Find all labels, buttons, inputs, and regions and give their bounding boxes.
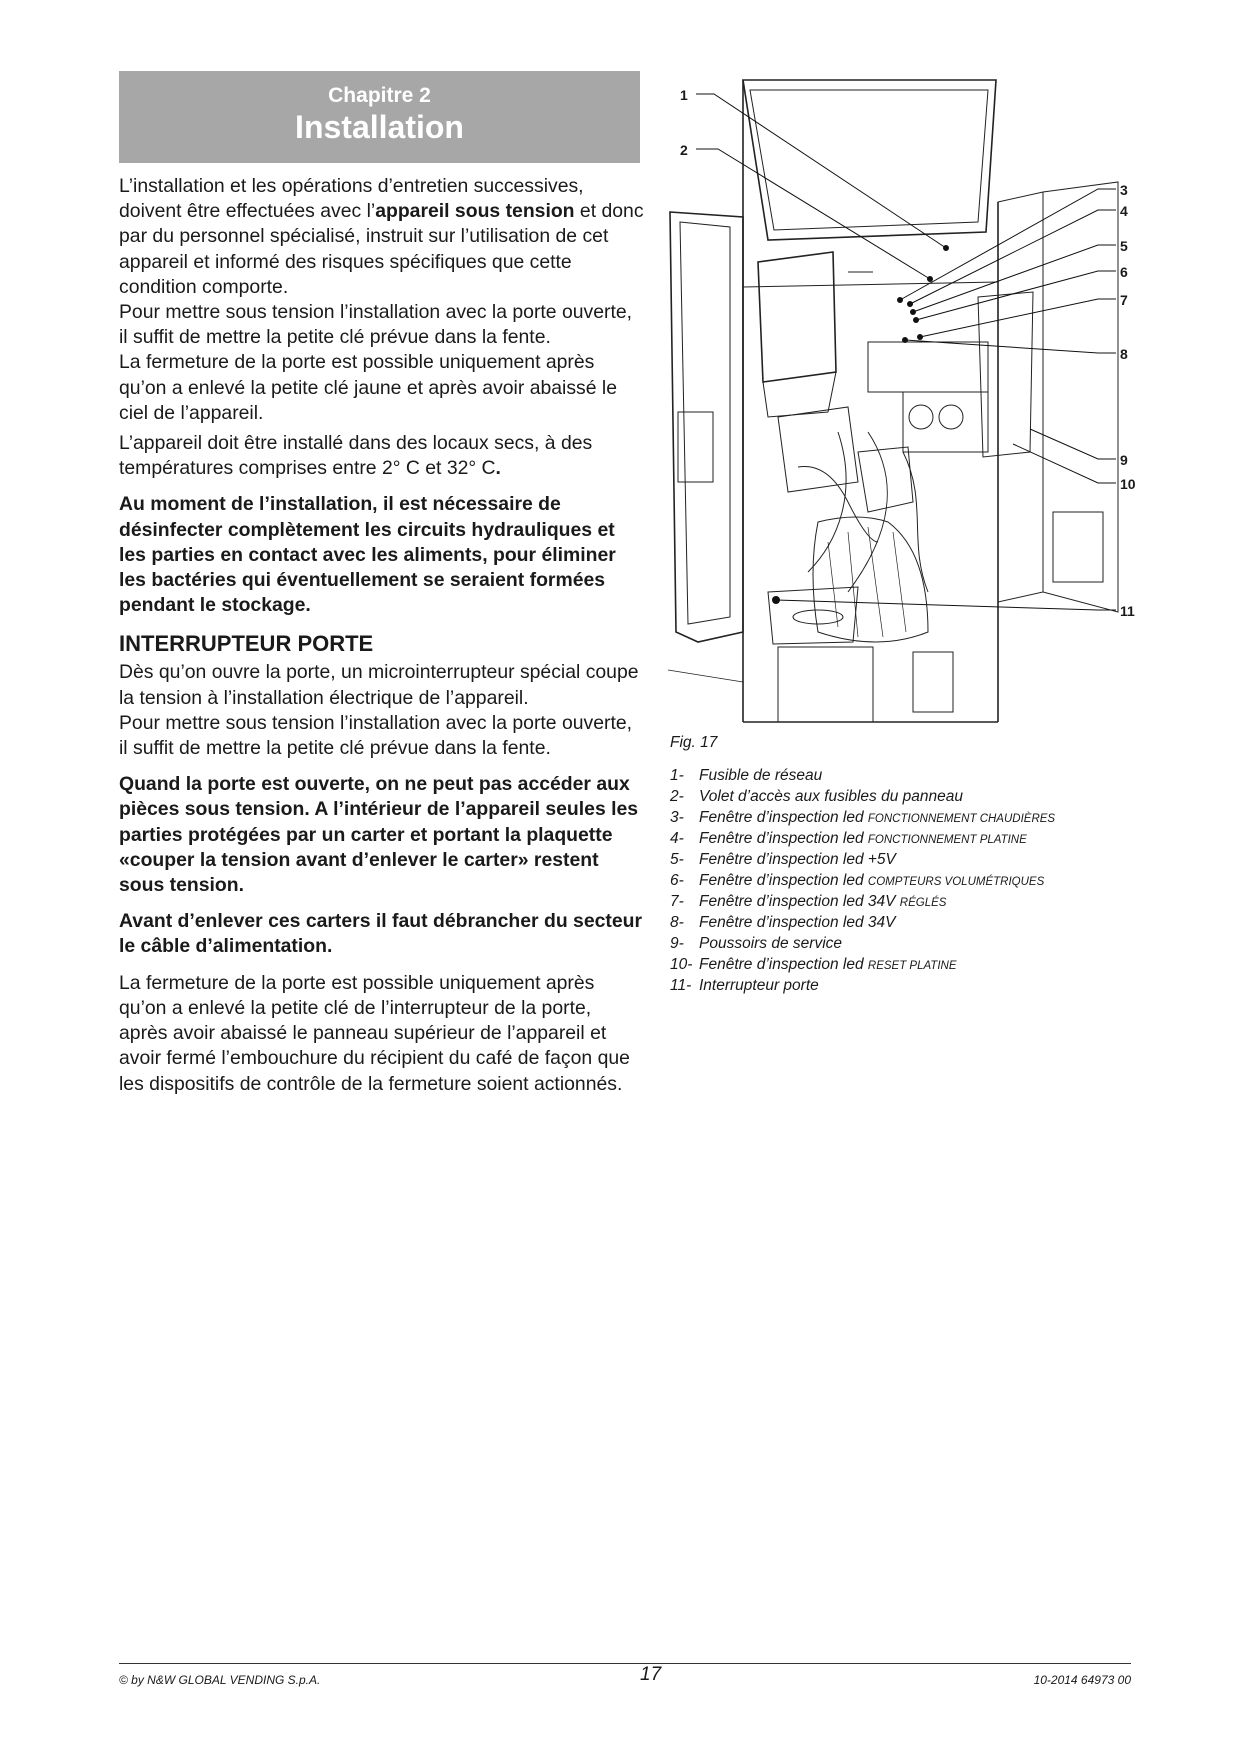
machine-drawing bbox=[668, 72, 1136, 732]
footer-doc-code: 10-2014 64973 00 bbox=[1033, 1673, 1131, 1687]
callout-5: 5 bbox=[1120, 238, 1128, 254]
intro-emphasis: appareil sous tension bbox=[375, 200, 575, 223]
legend-item: 11- Interrupteur porte bbox=[670, 977, 819, 994]
legend-item: 9- Poussoirs de service bbox=[670, 935, 843, 952]
callout-10: 10 bbox=[1120, 476, 1136, 492]
legend-item: 3- Fenêtre d’inspection led FONCTIONNEMENT CHAUDIÈRES bbox=[670, 809, 1056, 826]
legend-item: 10- Fenêtre d’inspection led RESET PLATINE bbox=[670, 956, 957, 973]
door-warning-1: Quand la porte est ouverte, on ne peut pas accéder aux pièces sous tension. A l’intérieur de l’appareil seules les parties protégées par un carter et portant la plaquette «couper la tension avant d’enlever le carter» restent sous tension. bbox=[119, 773, 639, 897]
legend-item: 8- Fenêtre d’inspection led 34V bbox=[670, 914, 896, 931]
callout-3: 3 bbox=[1120, 182, 1128, 198]
callout-7: 7 bbox=[1120, 292, 1128, 308]
page-number: 17 bbox=[640, 1664, 662, 1685]
legend-item: 7- Fenêtre d’inspection led 34V RÉGLÉS bbox=[670, 893, 947, 910]
intro-warning: Au moment de l’installation, il est nécessaire de désinfecter complètement les circuits hydrauliques et les parties en contact avec les aliments, pour éliminer les bactéries qui éventuellement se seraient formées pendant le stockage. bbox=[119, 493, 616, 617]
main-text-column bbox=[119, 174, 645, 1097]
callout-11: 11 bbox=[1120, 603, 1135, 619]
legend-item: 5- Fenêtre d’inspection led +5V bbox=[670, 851, 896, 868]
footer-divider bbox=[119, 1663, 1131, 1664]
chapter-label: Chapitre 2 bbox=[328, 84, 431, 107]
callout-6: 6 bbox=[1120, 264, 1128, 280]
legend-item: 2- Volet d’accès aux fusibles du panneau bbox=[670, 788, 963, 805]
callout-4: 4 bbox=[1120, 203, 1128, 219]
callout-9: 9 bbox=[1120, 452, 1128, 468]
chapter-header bbox=[119, 71, 640, 163]
intro-paragraph-1: L’installation et les opérations d’entretien successives, doivent être effectuées avec l’appareil sous tension et donc par du personnel spécialisé, instruit sur l’utilisation de cet appareil et informé des risques spécifiques que cette condition comporte. bbox=[119, 175, 644, 298]
section-heading: INTERRUPTEUR PORTE bbox=[119, 631, 374, 657]
legend-item: 1- Fusible de réseau bbox=[670, 767, 823, 784]
callout-1: 1 bbox=[680, 87, 688, 103]
footer-copyright: © by N&W GLOBAL VENDING S.p.A. bbox=[119, 1673, 321, 1687]
figure-caption: Fig. 17 bbox=[670, 734, 718, 751]
legend-item: 6- Fenêtre d’inspection led COMPTEURS VOLUMÉTRIQUES bbox=[670, 872, 1045, 889]
door-paragraph-2: Pour mettre sous tension l’installation avec la porte ouverte, il suffit de mettre la petite clé prévue dans la fente. bbox=[119, 711, 633, 760]
callout-2: 2 bbox=[680, 142, 688, 158]
intro-paragraph-2: Pour mettre sous tension l’installation avec la porte ouverte, il suffit de mettre la petite clé prévue dans la fente. bbox=[119, 301, 633, 349]
door-paragraph-5: La fermeture de la porte est possible uniquement après qu’on a enlevé la petite clé de l’interrupteur de la porte, après avoir abaissé le panneau supérieur de l’appareil et avoir fermé l’embouchure du récipient du café de façon que les dispositifs de contrôle de la fermeture soient actionnés. bbox=[119, 971, 630, 1095]
machine-illustration bbox=[668, 72, 1136, 732]
door-warning-2: Avant d’enlever ces carters il faut débrancher du secteur le câble d’alimentation. bbox=[119, 910, 643, 958]
legend-item: 4- Fenêtre d’inspection led FONCTIONNEMENT PLATINE bbox=[670, 830, 1027, 847]
intro-paragraph-4: L’appareil doit être installé dans des locaux secs, à des températures comprises entre 2° C et 32° C. bbox=[119, 432, 593, 480]
door-paragraph-1: Dès qu’on ouvre la porte, un microinterrupteur spécial coupe la tension à l’installation électrique de l’appareil. bbox=[119, 661, 639, 709]
intro-paragraph-3: La fermeture de la porte est possible uniquement après qu’on a enlevé la petite clé jaune et après avoir abaissé le ciel de l’appareil. bbox=[119, 351, 618, 424]
figure-legend bbox=[670, 766, 1130, 997]
chapter-title: Installation bbox=[295, 109, 464, 145]
callout-8: 8 bbox=[1120, 346, 1128, 362]
